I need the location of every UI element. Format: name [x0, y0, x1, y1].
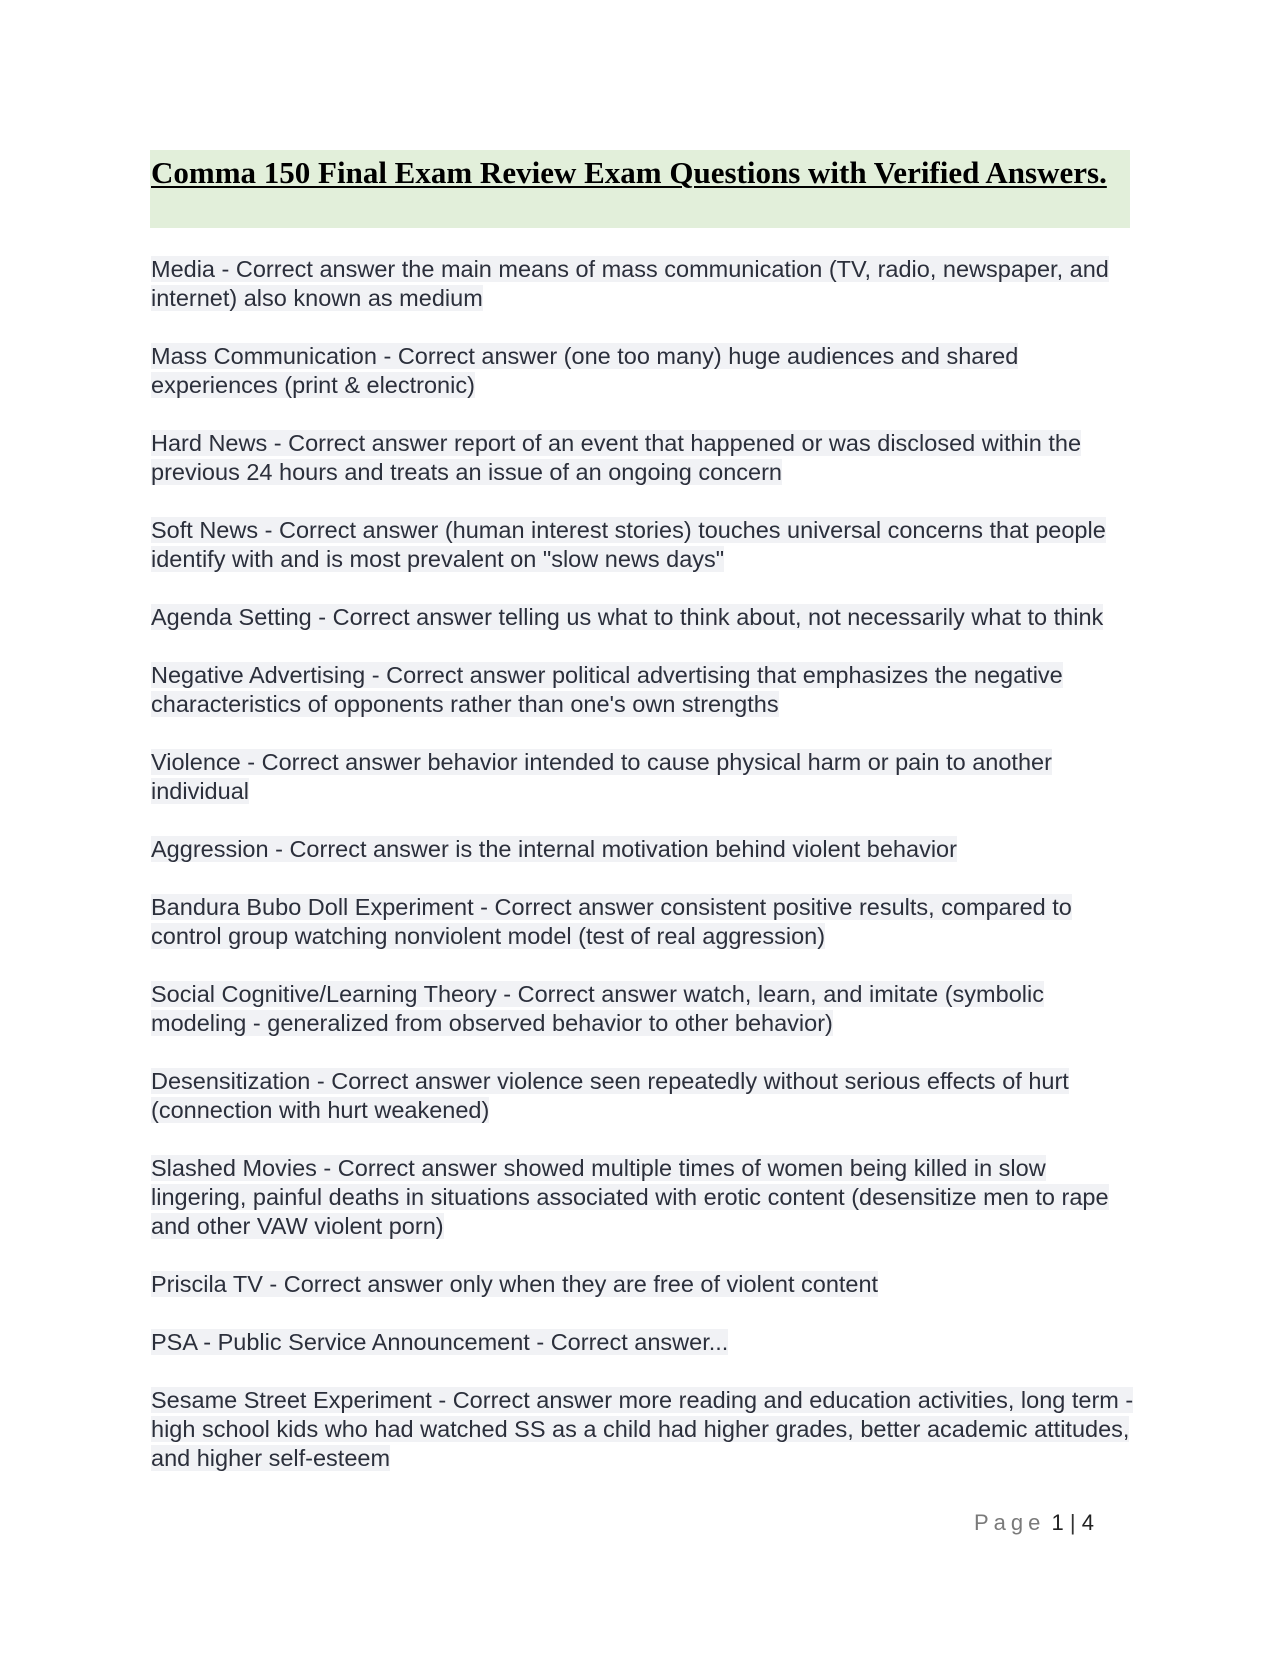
entry-text: Sesame Street Experiment - Correct answer more reading and education activities, long term - high school kids who had watched SS as a child had higher grades, better academic attitudes, and higher self-esteem [151, 1387, 1134, 1471]
entry-text: Hard News - Correct answer report of an event that happened or was disclosed within the previous 24 hours and treats an issue of an ongoing concern [151, 430, 1082, 485]
entry-slashed-movies [151, 1154, 1141, 1241]
entry-desensitization [151, 1067, 1141, 1125]
entry-aggression [151, 835, 1141, 864]
entry-text: Agenda Setting - Correct answer telling us what to think about, not necessarily what to think [151, 604, 1104, 630]
entry-psa [151, 1328, 1141, 1357]
entry-agenda-setting [151, 603, 1141, 632]
entry-text: PSA - Public Service Announcement - Correct answer... [151, 1329, 729, 1355]
total-pages-number: 4 [1081, 1510, 1094, 1535]
page-footer [974, 1509, 1094, 1537]
entry-media [151, 255, 1141, 313]
entry-text: Bandura Bubo Doll Experiment - Correct answer consistent positive results, compared to control group watching nonviolent model (test of real aggression) [151, 894, 1072, 949]
entry-text: Desensitization - Correct answer violence seen repeatedly without serious effects of hurt (connection with hurt weakened) [151, 1068, 1069, 1123]
entry-text: Aggression - Correct answer is the internal motivation behind violent behavior [151, 836, 957, 862]
entry-negative-advertising [151, 661, 1141, 719]
entry-violence [151, 748, 1141, 806]
entry-hard-news [151, 429, 1141, 487]
entry-text: Social Cognitive/Learning Theory - Correct answer watch, learn, and imitate (symbolic modeling - generalized from observed behavior to other behavior) [151, 981, 1044, 1036]
current-page-number: 1 [1051, 1510, 1064, 1535]
entry-text: Soft News - Correct answer (human interest stories) touches universal concerns that people identify with and is most prevalent on "slow news days" [151, 517, 1106, 572]
entry-text: Slashed Movies - Correct answer showed multiple times of women being killed in slow lingering, painful deaths in situations associated with erotic content (desensitize men to rape and other VAW violent porn) [151, 1155, 1109, 1239]
entry-text: Violence - Correct answer behavior intended to cause physical harm or pain to another individual [151, 749, 1052, 804]
document-title: Comma 150 Final Exam Review Exam Questions with Verified Answers. [151, 155, 1107, 190]
title-block [150, 150, 1130, 228]
entry-list [151, 255, 1141, 1502]
entry-text: Negative Advertising - Correct answer political advertising that emphasizes the negative characteristics of opponents rather than one's own strengths [151, 662, 1063, 717]
page-separator: | [1069, 1510, 1076, 1535]
entry-soft-news [151, 516, 1141, 574]
entry-text: Priscila TV - Correct answer only when they are free of violent content [151, 1271, 879, 1297]
page-label: Page [974, 1510, 1046, 1535]
entry-mass-communication [151, 342, 1141, 400]
entry-bandura-experiment [151, 893, 1141, 951]
entry-social-cognitive-theory [151, 980, 1141, 1038]
entry-text: Mass Communication - Correct answer (one too many) huge audiences and shared experiences (print & electronic) [151, 343, 1019, 398]
entry-priscila-tv [151, 1270, 1141, 1299]
entry-text: Media - Correct answer the main means of mass communication (TV, radio, newspaper, and internet) also known as medium [151, 256, 1109, 311]
entry-sesame-street [151, 1386, 1141, 1473]
